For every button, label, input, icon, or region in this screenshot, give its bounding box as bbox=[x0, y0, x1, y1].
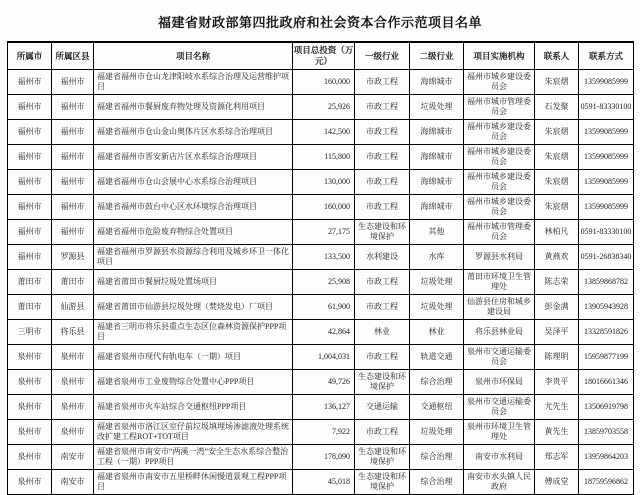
document-title: 福建省财政部第四批政府和社会资本合作示范项目名单 bbox=[157, 15, 482, 30]
cell-phone: 0591-83330100 bbox=[579, 95, 634, 120]
cell-agency: 泉州市交通运输委员会 bbox=[464, 395, 535, 420]
cell-agency: 福州市城乡建设委员会 bbox=[464, 120, 535, 145]
cell-ind1: 市政工程 bbox=[355, 270, 410, 295]
cell-county: 罗源县 bbox=[52, 245, 94, 270]
cell-contact: 林柏凡 bbox=[535, 220, 579, 245]
cell-name: 福建省福州市餐厨废弃物处理及资源化利用项目 bbox=[94, 95, 293, 120]
cell-name: 福建省福州市危险废弃物综合处置项目 bbox=[94, 220, 293, 245]
cell-phone: 13959864203 bbox=[579, 445, 634, 470]
cell-ind2: 垃圾处理 bbox=[410, 95, 464, 120]
cell-county: 泉州市 bbox=[52, 395, 94, 420]
cell-phone: 13328591826 bbox=[579, 320, 634, 345]
cell-county: 福州市 bbox=[52, 195, 94, 220]
cell-contact: 陈理明 bbox=[535, 345, 579, 370]
cell-contact: 陈志荣 bbox=[535, 270, 579, 295]
cell-county: 福州市 bbox=[52, 70, 94, 95]
column-header-0: 所属市 bbox=[8, 42, 52, 70]
cell-agency: 南安市水头镇人民政府 bbox=[464, 470, 535, 495]
cell-invest: 160,000 bbox=[293, 195, 355, 220]
cell-phone: 13599085999 bbox=[579, 145, 634, 170]
cell-agency: 罗源县水利局 bbox=[464, 245, 535, 270]
cell-county: 福州市 bbox=[52, 95, 94, 120]
cell-agency: 泉州市交通运输委员会 bbox=[464, 345, 535, 370]
cell-name: 福建省泉州市南安市五里桥畔休闲慢道景观工程PPP项目 bbox=[94, 470, 293, 495]
cell-city: 福州市 bbox=[8, 245, 52, 270]
cell-ind1: 市政工程 bbox=[355, 195, 410, 220]
cell-phone: 13599085999 bbox=[579, 70, 634, 95]
cell-ind1: 市政工程 bbox=[355, 95, 410, 120]
table-header bbox=[8, 42, 634, 70]
column-header-2: 项目名称 bbox=[94, 42, 293, 70]
cell-agency: 福州市城乡建设委员会 bbox=[464, 70, 535, 95]
cell-contact: 黄燕欢 bbox=[535, 245, 579, 270]
cell-ind1: 生态建设和环境保护 bbox=[355, 445, 410, 470]
table-row bbox=[8, 345, 634, 370]
cell-ind1: 市政工程 bbox=[355, 170, 410, 195]
table-row bbox=[8, 95, 634, 120]
cell-phone: 0591-83330100 bbox=[579, 220, 634, 245]
cell-agency: 福州市城市管理委员会 bbox=[464, 95, 535, 120]
cell-phone: 13905943928 bbox=[579, 295, 634, 320]
cell-agency: 福州市城市管理委员会 bbox=[464, 220, 535, 245]
table-row bbox=[8, 195, 634, 220]
cell-county: 福州市 bbox=[52, 220, 94, 245]
cell-ind2: 垃圾处理 bbox=[410, 295, 464, 320]
table-row bbox=[8, 145, 634, 170]
column-header-1: 所属区县 bbox=[52, 42, 94, 70]
cell-contact: 石发聚 bbox=[535, 95, 579, 120]
cell-name: 福建省莆田市仙游县垃圾处理（焚烧发电）厂项目 bbox=[94, 295, 293, 320]
cell-agency: 仙游县住房和城乡建设局 bbox=[464, 295, 535, 320]
table-body bbox=[8, 70, 634, 495]
cell-ind2: 林业 bbox=[410, 320, 464, 345]
cell-invest: 136,127 bbox=[293, 395, 355, 420]
cell-invest: 1,004,031 bbox=[293, 345, 355, 370]
cell-invest: 130,000 bbox=[293, 170, 355, 195]
table-row bbox=[8, 170, 634, 195]
cell-ind2: 海绵城市 bbox=[410, 170, 464, 195]
cell-phone: 13599085999 bbox=[579, 195, 634, 220]
cell-county: 泉州市 bbox=[52, 345, 94, 370]
cell-city: 莆田市 bbox=[8, 270, 52, 295]
cell-ind2: 综合治理 bbox=[410, 370, 464, 395]
cell-invest: 45,018 bbox=[293, 470, 355, 495]
cell-ind1: 市政工程 bbox=[355, 145, 410, 170]
cell-agency: 南安市水利局 bbox=[464, 445, 535, 470]
cell-city: 福州市 bbox=[8, 170, 52, 195]
cell-ind2: 海绵城市 bbox=[410, 195, 464, 220]
table-row bbox=[8, 445, 634, 470]
cell-county: 仙游县 bbox=[52, 295, 94, 320]
cell-contact: 尤先生 bbox=[535, 395, 579, 420]
cell-county: 泉州市 bbox=[52, 370, 94, 395]
cell-name: 福建省福州市仓山金山奥体片区水系综合治理项目 bbox=[94, 120, 293, 145]
cell-phone: 13506919798 bbox=[579, 395, 634, 420]
cell-invest: 142,500 bbox=[293, 120, 355, 145]
cell-county: 福州市 bbox=[52, 120, 94, 145]
column-header-3: 项目总投资（万元） bbox=[293, 42, 355, 70]
cell-phone: 13599085999 bbox=[579, 170, 634, 195]
cell-city: 福州市 bbox=[8, 220, 52, 245]
cell-invest: 49,726 bbox=[293, 370, 355, 395]
cell-ind1: 生态建设和环境保护 bbox=[355, 370, 410, 395]
cell-ind2: 其他 bbox=[410, 220, 464, 245]
table-row bbox=[8, 120, 634, 145]
cell-name: 福建省泉州市南安市“两溪一湾”安全生态水系综合整治工程（一期）PPP项目 bbox=[94, 445, 293, 470]
cell-city: 福州市 bbox=[8, 70, 52, 95]
header-row bbox=[8, 42, 634, 70]
cell-ind2: 海绵城市 bbox=[410, 120, 464, 145]
cell-contact: 朱宸熠 bbox=[535, 170, 579, 195]
cell-county: 福州市 bbox=[52, 170, 94, 195]
cell-phone: 18016661346 bbox=[579, 370, 634, 395]
cell-ind1: 生态建设和环境保护 bbox=[355, 470, 410, 495]
cell-invest: 61,900 bbox=[293, 295, 355, 320]
cell-name: 福建省福州市仓山会展中心水系综合治理项目 bbox=[94, 170, 293, 195]
cell-name: 福建省泉州市洛江区室仔前垃圾填埋场渗滤液处理系统改扩建工程ROT+TOT项目 bbox=[94, 420, 293, 445]
cell-name: 福建省泉州市工业废物综合处置中心PPP项目 bbox=[94, 370, 293, 395]
table-row bbox=[8, 295, 634, 320]
cell-invest: 7,922 bbox=[293, 420, 355, 445]
cell-ind1: 市政工程 bbox=[355, 295, 410, 320]
cell-agency: 莆田市环境卫生管理处 bbox=[464, 270, 535, 295]
cell-ind1: 生态建设和环境保护 bbox=[355, 220, 410, 245]
cell-county: 福州市 bbox=[52, 145, 94, 170]
cell-invest: 25,908 bbox=[293, 270, 355, 295]
cell-agency: 福州市城乡建设委员会 bbox=[464, 145, 535, 170]
cell-invest: 27,175 bbox=[293, 220, 355, 245]
cell-agency: 泉州市环保局 bbox=[464, 370, 535, 395]
cell-name: 福建省福州市晋安新店片区水系综合治理项目 bbox=[94, 145, 293, 170]
cell-contact: 吴泽平 bbox=[535, 320, 579, 345]
column-header-6: 项目实施机构 bbox=[464, 42, 535, 70]
cell-phone: 13859703558 bbox=[579, 420, 634, 445]
cell-invest: 42,864 bbox=[293, 320, 355, 345]
cell-ind1: 市政工程 bbox=[355, 120, 410, 145]
cell-invest: 160,000 bbox=[293, 70, 355, 95]
cell-contact: 朱宸熠 bbox=[535, 145, 579, 170]
column-header-7: 联系人 bbox=[535, 42, 579, 70]
cell-contact: 朱宸熠 bbox=[535, 120, 579, 145]
cell-name: 福建省福州市鼓台中心区水环境综合治理项目 bbox=[94, 195, 293, 220]
cell-city: 泉州市 bbox=[8, 445, 52, 470]
cell-ind1: 市政工程 bbox=[355, 420, 410, 445]
cell-county: 将乐县 bbox=[52, 320, 94, 345]
cell-ind2: 垃圾处理 bbox=[410, 420, 464, 445]
cell-county: 南安市 bbox=[52, 445, 94, 470]
column-header-8: 联系方式 bbox=[579, 42, 634, 70]
cell-name: 福建省泉州市火车站综合交通枢纽PPP项目 bbox=[94, 395, 293, 420]
cell-ind1: 市政工程 bbox=[355, 345, 410, 370]
cell-name: 福建省福州市罗源县水资源综合利用及城乡环卫一体化项目 bbox=[94, 245, 293, 270]
cell-invest: 178,090 bbox=[293, 445, 355, 470]
cell-ind2: 轨道交通 bbox=[410, 345, 464, 370]
cell-invest: 25,926 bbox=[293, 95, 355, 120]
column-header-5: 二级行业 bbox=[410, 42, 464, 70]
table-row bbox=[8, 220, 634, 245]
cell-county: 泉州市 bbox=[52, 420, 94, 445]
cell-invest: 115,800 bbox=[293, 145, 355, 170]
table-row bbox=[8, 395, 634, 420]
cell-ind1: 水利建设 bbox=[355, 245, 410, 270]
cell-ind1: 市政工程 bbox=[355, 70, 410, 95]
cell-name: 福建省三明市将乐县重点生态区位森林资源保护PPP项目 bbox=[94, 320, 293, 345]
table-row bbox=[8, 70, 634, 95]
table-row bbox=[8, 270, 634, 295]
cell-city: 泉州市 bbox=[8, 470, 52, 495]
cell-name: 福建省莆田市餐厨垃圾处置场项目 bbox=[94, 270, 293, 295]
cell-ind2: 综合治理 bbox=[410, 470, 464, 495]
cell-contact: 朱宸熠 bbox=[535, 195, 579, 220]
cell-city: 福州市 bbox=[8, 120, 52, 145]
cell-phone: 13599085999 bbox=[579, 120, 634, 145]
cell-name: 福建省泉州市现代有轨电车（一期）项目 bbox=[94, 345, 293, 370]
cell-city: 三明市 bbox=[8, 320, 52, 345]
cell-name: 福建省福州市仓山龙津阳岐水系综合治理及运营维护项目 bbox=[94, 70, 293, 95]
cell-ind2: 交通枢纽 bbox=[410, 395, 464, 420]
cell-ind2: 海绵城市 bbox=[410, 70, 464, 95]
cell-phone: 15959877199 bbox=[579, 345, 634, 370]
cell-phone: 13859868782 bbox=[579, 270, 634, 295]
cell-agency: 福州市城乡建设委员会 bbox=[464, 170, 535, 195]
table-row bbox=[8, 420, 634, 445]
cell-contact: 傅成堂 bbox=[535, 470, 579, 495]
cell-contact: 朱宸熠 bbox=[535, 70, 579, 95]
cell-county: 南安市 bbox=[52, 470, 94, 495]
cell-contact: 郑志军 bbox=[535, 445, 579, 470]
cell-ind1: 林业 bbox=[355, 320, 410, 345]
cell-city: 泉州市 bbox=[8, 395, 52, 420]
cell-phone: 18759596862 bbox=[579, 470, 634, 495]
cell-invest: 133,500 bbox=[293, 245, 355, 270]
cell-city: 福州市 bbox=[8, 95, 52, 120]
table-row bbox=[8, 470, 634, 495]
cell-city: 福州市 bbox=[8, 195, 52, 220]
projects-table bbox=[7, 41, 634, 495]
cell-county: 莆田市 bbox=[52, 270, 94, 295]
cell-phone: 0591-26838340 bbox=[579, 245, 634, 270]
cell-ind1: 交通运输 bbox=[355, 395, 410, 420]
cell-agency: 福州市城乡建设委员会 bbox=[464, 195, 535, 220]
cell-city: 泉州市 bbox=[8, 420, 52, 445]
cell-ind2: 海绵城市 bbox=[410, 145, 464, 170]
cell-agency: 泉州市环境卫生管理处 bbox=[464, 420, 535, 445]
cell-agency: 将乐县林业局 bbox=[464, 320, 535, 345]
table-row bbox=[8, 245, 634, 270]
table-row bbox=[8, 320, 634, 345]
cell-ind2: 水库 bbox=[410, 245, 464, 270]
table-row bbox=[8, 370, 634, 395]
cell-contact: 彭金满 bbox=[535, 295, 579, 320]
cell-city: 福州市 bbox=[8, 145, 52, 170]
cell-city: 泉州市 bbox=[8, 370, 52, 395]
cell-city: 莆田市 bbox=[8, 295, 52, 320]
cell-ind2: 综合治理 bbox=[410, 445, 464, 470]
column-header-4: 一级行业 bbox=[355, 42, 410, 70]
cell-contact: 李贵平 bbox=[535, 370, 579, 395]
cell-city: 泉州市 bbox=[8, 345, 52, 370]
cell-contact: 黄先生 bbox=[535, 420, 579, 445]
cell-ind2: 垃圾处理 bbox=[410, 270, 464, 295]
